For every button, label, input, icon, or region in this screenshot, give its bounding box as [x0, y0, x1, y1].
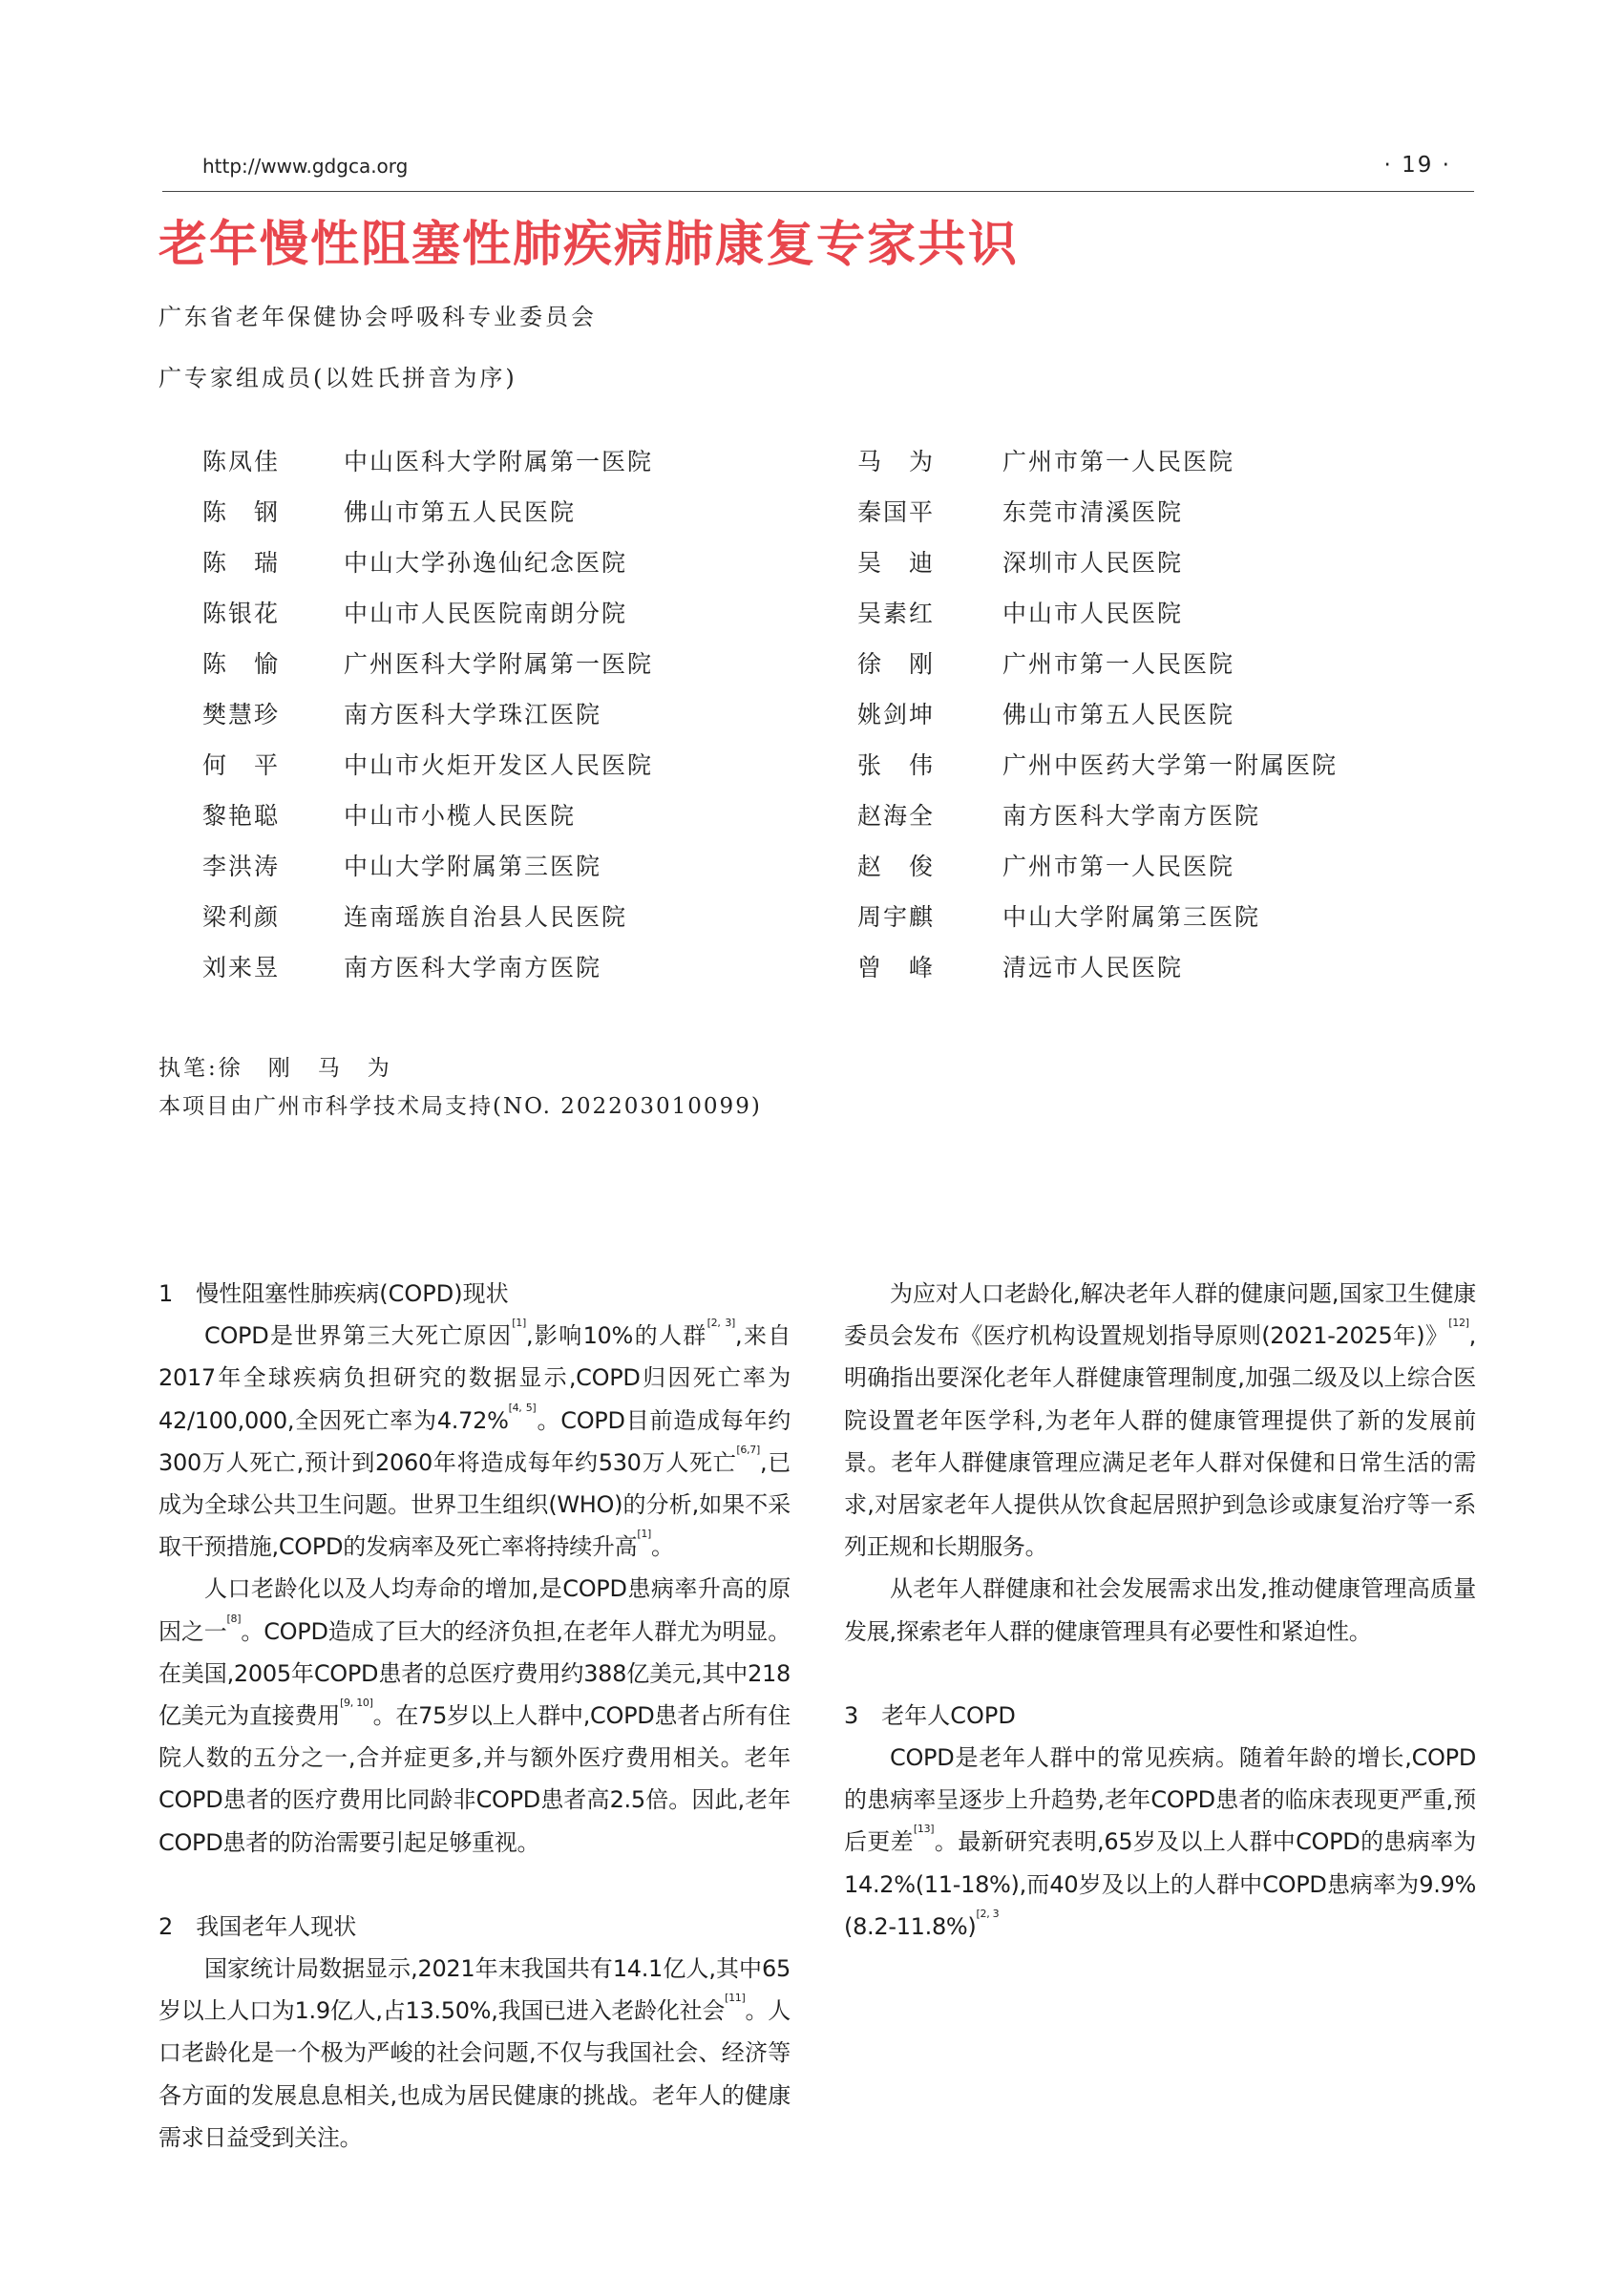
body-column-right — [844, 1273, 1476, 1948]
section-heading-2: 2 我国老年人现状 — [158, 1912, 357, 1940]
member-hospital: 广州中医药大学第一附属医院 — [1002, 751, 1339, 779]
member-name: 陈 瑞 — [202, 549, 281, 577]
paragraph: COPD是老年人群中的常见疾病。随着年龄的增长,COPD的患病率呈逐步上升趋势,老年COPD患者的临床表现更严重,预后更差[13]。最新研究表明,65岁及以上人群中COPD的患病率为14.2%(11-18%),而40岁及以上的人群中COPD患病率为$9.9\%(8.2-11.8\%)^{[2, 3}$ — [844, 1744, 1476, 1940]
paragraph: 从老年人群健康和社会发展需求出发,推动健康管理高质量发展,探索老年人群的健康管理具有必要性和紧迫性。 — [844, 1575, 1476, 1645]
section-heading-1: 1 慢性阻塞性肺疾病(COPD)现状 — [158, 1280, 509, 1307]
member-hospital: 中山市小榄人民医院 — [344, 802, 577, 830]
member-name: 刘来昱 — [202, 954, 281, 981]
member-hospital: 佛山市第五人民医院 — [344, 498, 577, 526]
member-hospital: 中山大学附属第三医院 — [344, 853, 602, 880]
paragraph: 国家统计局数据显示,2021年末我国共有14.1亿人,其中65岁以上人口为1.9亿人,占13.50%,我国已进入老龄化社会[11]。人口老龄化是一个极为严峻的社会问题,不仅与我国社会、经济等各方面的发展息息相关,也成为居民健康的挑战。老年人的健康需求日益受到关注。 — [158, 1955, 791, 2151]
citation[interactable]: [11] — [725, 1992, 746, 2005]
member-hospital: 广州市第一人民医院 — [1002, 448, 1235, 475]
member-hospital: 中山大学孙逸仙纪念医院 — [344, 549, 628, 577]
member-name: 赵 俊 — [857, 853, 936, 880]
member-name: 梁利颜 — [202, 903, 281, 931]
paragraph: 为应对人口老龄化,解决老年人群的健康问题,国家卫生健康委员会发布《医疗机构设置规划指导原则(2021-2025年)》[12],明确指出要深化老年人群健康管理制度,加强二级及以上综合医院设置老年医学科,为老年人群的健康管理提供了新的发展前景。老年人群健康管理应满足老年人群对保健和日常生活的需求,对居家老年人提供从饮食起居照护到急诊或康复治疗等一系列正规和长期服务。 — [844, 1280, 1476, 1561]
member-name: 樊慧珍 — [202, 701, 281, 728]
member-name: 马 为 — [857, 448, 936, 475]
member-hospital: 中山大学附属第三医院 — [1002, 903, 1261, 931]
member-hospital: 佛山市第五人民医院 — [1002, 701, 1235, 728]
member-hospital: 连南瑶族自治县人民医院 — [344, 903, 628, 931]
member-hospital: 深圳市人民医院 — [1002, 549, 1184, 577]
member-name: 何 平 — [202, 751, 281, 779]
expert-group-label: 广专家组成员(以姓氏拼音为序) — [158, 365, 517, 391]
author-line: 执笔:徐 刚 马 为 — [158, 1056, 392, 1081]
member-name: 张 伟 — [857, 751, 936, 779]
member-hospital: 南方医科大学珠江医院 — [344, 701, 602, 728]
citation[interactable]: [2, 3 — [976, 1907, 1000, 1920]
funding-line: 本项目由广州市科学技术局支持(NO. 202203010099) — [158, 1094, 762, 1119]
member-hospital: 中山市人民医院南朗分院 — [344, 600, 628, 627]
citation[interactable]: [8] — [226, 1612, 242, 1625]
member-hospital: 广州市第一人民医院 — [1002, 853, 1235, 880]
member-name: 徐 刚 — [857, 650, 936, 678]
member-name: 曾 峰 — [857, 954, 936, 981]
member-name: 赵海全 — [857, 802, 936, 830]
article-title: 老年慢性阻塞性肺疾病肺康复专家共识 — [158, 217, 1020, 273]
member-hospital: 南方医科大学南方医院 — [344, 954, 602, 981]
member-name: 陈凤佳 — [202, 448, 281, 475]
citation[interactable]: [1] — [637, 1528, 652, 1541]
member-hospital: 清远市人民医院 — [1002, 954, 1184, 981]
member-name: 黎艳聪 — [202, 802, 281, 830]
member-hospital: 中山市火炬开发区人民医院 — [344, 751, 654, 779]
citation[interactable]: [2, 3] — [707, 1317, 736, 1330]
member-hospital: 南方医科大学南方医院 — [1002, 802, 1261, 830]
section-heading-3: 3 老年人COPD — [844, 1701, 1016, 1729]
paragraph: 人口老龄化以及人均寿命的增加,是COPD患病率升高的原因之一[8]。COPD造成了巨大的经济负担,在老年人群尤为明显。在美国,2005年COPD患者的总医疗费用约388亿美元,其中218亿美元为直接费用[9, 10]。在75岁以上人群中,COPD患者占所有住院人数的五分之一,合并症更多,并与额外医疗费用相关。老年COPD患者的医疗费用比同龄非COPD患者高2.5倍。因此,老年COPD患者的防治需要引起足够重视。 — [158, 1575, 791, 1856]
body-column-left — [158, 1273, 791, 2159]
organization: 广东省老年保健协会呼吸科专业委员会 — [158, 304, 597, 330]
citation[interactable]: [13] — [913, 1823, 935, 1836]
running-header — [162, 149, 1474, 192]
member-name: 吴素红 — [857, 600, 936, 627]
member-hospital: 中山医科大学附属第一医院 — [344, 448, 654, 475]
member-name: 陈 愉 — [202, 650, 281, 678]
citation[interactable]: [9, 10] — [340, 1697, 373, 1710]
member-name: 李洪涛 — [202, 853, 281, 880]
citation[interactable]: [6,7] — [736, 1443, 760, 1456]
member-name: 陈 钢 — [202, 498, 281, 526]
citation[interactable]: [12] — [1448, 1317, 1469, 1330]
member-hospital: 东莞市清溪医院 — [1002, 498, 1184, 526]
citation[interactable]: [4, 5] — [508, 1401, 537, 1414]
member-name: 秦国平 — [857, 498, 936, 526]
member-name: 陈银花 — [202, 600, 281, 627]
paragraph: COPD是世界第三大死亡原因[1],影响10%的人群[2, 3],来自2017年全球疾病负担研究的数据显示,COPD归因死亡率为42/100,000,全因死亡率为4.72%[4, 5]。COPD目前造成每年约300万人死亡,预计到2060年将造成每年约530万人死亡[6,7],已成为全球公共卫生问题。世界卫生组织(WHO)的分析,如果不采取干预措施,COPD的发病率及死亡率将持续升高[1]。 — [158, 1317, 791, 1561]
member-name: 姚剑坤 — [857, 701, 936, 728]
member-hospital: 中山市人民医院 — [1002, 600, 1184, 627]
citation[interactable]: [1] — [512, 1317, 526, 1330]
page-number: · 19 · — [1383, 153, 1451, 178]
member-hospital: 广州医科大学附属第一医院 — [344, 650, 654, 678]
member-hospital: 广州市第一人民医院 — [1002, 650, 1235, 678]
member-name: 周宇麒 — [857, 903, 936, 931]
member-name: 吴 迪 — [857, 549, 936, 577]
journal-url[interactable]: http://www.gdgca.org — [202, 155, 409, 178]
